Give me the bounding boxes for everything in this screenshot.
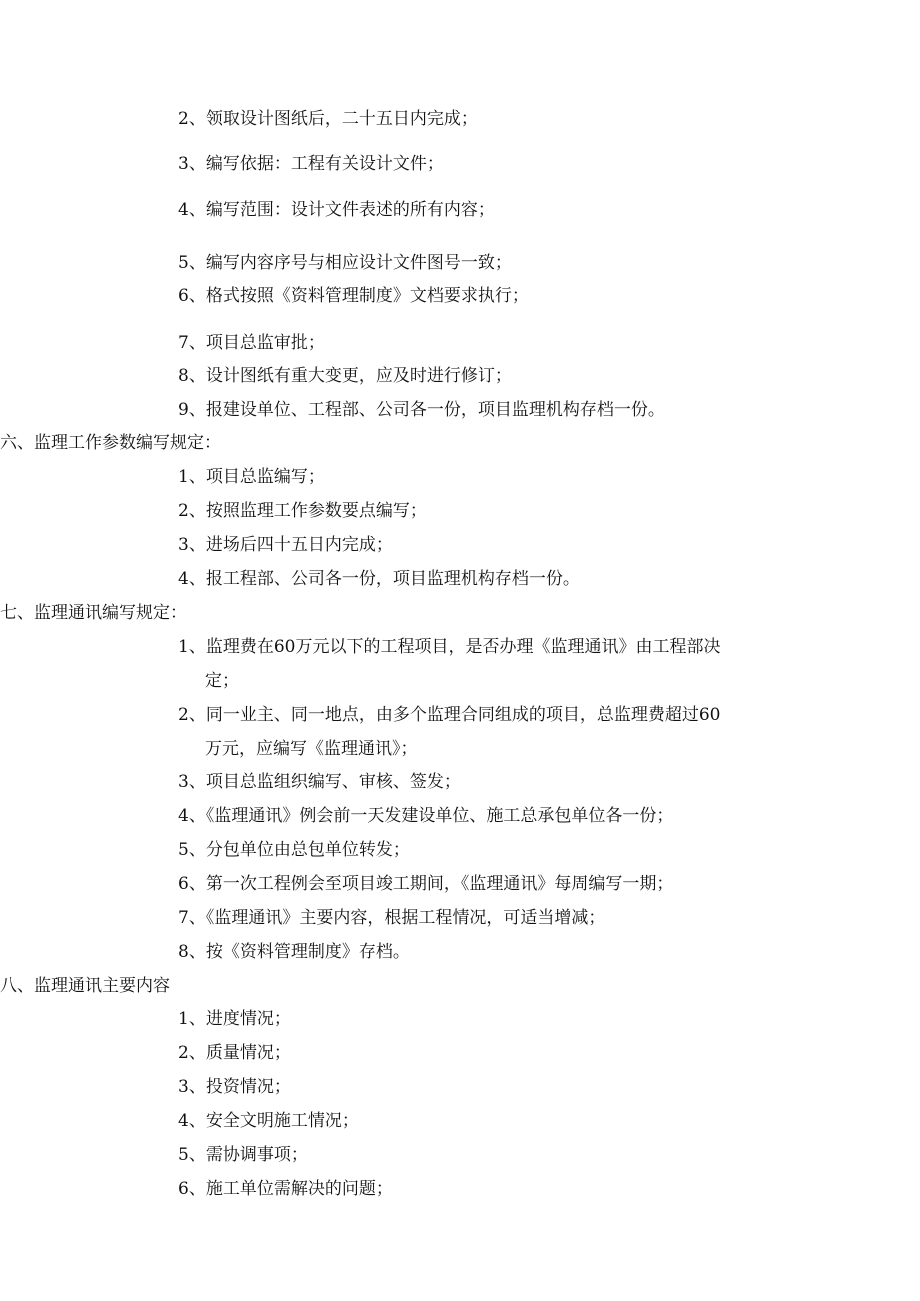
list-item: 4、《监理通讯》例会前一天发建设单位、施工总承包单位各一份； bbox=[178, 806, 674, 826]
list-item: 2、领取设计图纸后，二十五日内完成； bbox=[178, 109, 478, 129]
list-item: 6、第一次工程例会至项目竣工期间，《监理通讯》每周编写一期； bbox=[178, 874, 674, 894]
list-item: 9、报建设单位、工程部、公司各一份，项目监理机构存档一份。 bbox=[178, 400, 665, 420]
list-item: 8、按《资料管理制度》存档。 bbox=[178, 942, 410, 962]
section-heading: 八、监理通讯主要内容 bbox=[0, 976, 170, 996]
list-item: 1、进度情况； bbox=[178, 1009, 291, 1029]
list-item: 8、设计图纸有重大变更，应及时进行修订； bbox=[178, 366, 512, 386]
list-item-continuation: 定； bbox=[205, 671, 239, 691]
list-item: 6、格式按照《资料管理制度》文档要求执行； bbox=[178, 286, 529, 306]
list-item: 4、报工程部、公司各一份，项目监理机构存档一份。 bbox=[178, 569, 580, 589]
list-item: 5、分包单位由总包单位转发； bbox=[178, 840, 410, 860]
list-item: 3、投资情况； bbox=[178, 1077, 291, 1097]
list-item: 5、需协调事项； bbox=[178, 1145, 308, 1165]
list-item: 5、编写内容序号与相应设计文件图号一致； bbox=[178, 253, 512, 273]
list-item: 2、同一业主、同一地点，由多个监理合同组成的项目，总监理费超过60 bbox=[178, 705, 721, 725]
list-item: 2、按照监理工作参数要点编写； bbox=[178, 501, 427, 521]
list-item: 3、编写依据：工程有关设计文件； bbox=[178, 154, 444, 174]
list-item: 1、项目总监编写； bbox=[178, 467, 325, 487]
list-item: 2、质量情况； bbox=[178, 1043, 291, 1063]
section-heading: 六、监理工作参数编写规定： bbox=[0, 433, 221, 453]
list-item: 4、安全文明施工情况； bbox=[178, 1111, 359, 1131]
list-item: 7、《监理通讯》主要内容，根据工程情况，可适当增减； bbox=[178, 908, 606, 928]
list-item: 6、施工单位需解决的问题； bbox=[178, 1179, 393, 1199]
list-item: 4、编写范围：设计文件表述的所有内容； bbox=[178, 200, 495, 220]
list-item-continuation: 万元，应编写《监理通讯》； bbox=[205, 739, 418, 759]
list-item: 7、项目总监审批； bbox=[178, 333, 325, 353]
list-item: 1、监理费在60万元以下的工程项目，是否办理《监理通讯》由工程部决 bbox=[178, 637, 721, 657]
list-item: 3、项目总监组织编写、审核、签发； bbox=[178, 772, 461, 792]
list-item: 3、进场后四十五日内完成； bbox=[178, 535, 393, 555]
section-heading: 七、监理通讯编写规定： bbox=[0, 603, 187, 623]
